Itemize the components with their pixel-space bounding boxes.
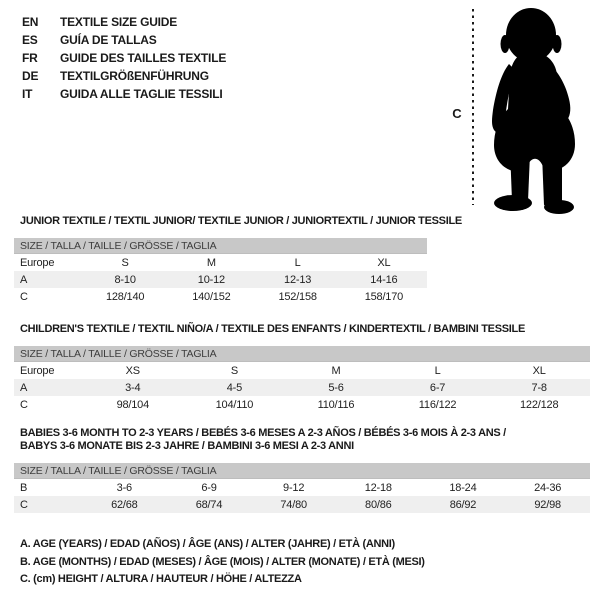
- table-row: [14, 379, 590, 396]
- size-value-cell: 86/92: [449, 498, 477, 511]
- size-value-cell: 6-9: [201, 481, 217, 494]
- size-value-cell: 152/158: [278, 290, 317, 303]
- row-label-cell: A: [20, 273, 28, 286]
- size-value-cell: XL: [532, 364, 546, 377]
- table-row: [14, 479, 590, 496]
- note-height-cm: C. (cm) HEIGHT / ALTURA / HAUTEUR / HÖHE / ALTEZZA: [20, 573, 302, 585]
- children-table-title: CHILDREN'S TEXTILE / TEXTIL NIÑO/A / TEXTILE DES ENFANTS / KINDERTEXTIL / BAMBINI TESSILE: [20, 323, 525, 335]
- language-code: ES: [22, 33, 38, 47]
- size-value-cell: 104/110: [215, 398, 254, 411]
- size-value-cell: 7-8: [531, 381, 547, 394]
- size-value-cell: S: [230, 364, 238, 377]
- size-value-cell: 140/152: [192, 290, 231, 303]
- size-value-cell: 158/170: [364, 290, 404, 303]
- note-age-months: B. AGE (MONTHS) / EDAD (MESES) / ÂGE (MOIS) / ALTER (MONATE) / ETÀ (MESI): [20, 555, 425, 568]
- baby-foot-right: [544, 200, 574, 214]
- junior-table-title: JUNIOR TEXTILE / TEXTIL JUNIOR/ TEXTILE JUNIOR / JUNIORTEXTIL / JUNIOR TESSILE: [20, 215, 462, 227]
- language-label: GUIDE DES TAILLES TEXTILE: [60, 51, 227, 65]
- size-value-cell: 6-7: [429, 381, 446, 394]
- language-code: IT: [22, 87, 33, 101]
- size-value-cell: L: [294, 256, 301, 269]
- size-value-cell: 12-13: [284, 273, 312, 286]
- size-value-cell: 4-5: [226, 381, 243, 394]
- height-measure-dashed-line: [472, 9, 474, 205]
- row-label-cell: C: [20, 398, 28, 411]
- size-value-cell: 8-10: [114, 273, 136, 286]
- note-age-years: A. AGE (YEARS) / EDAD (AÑOS) / ÂGE (ANS) / ALTER (JAHRE) / ETÀ (ANNI): [20, 538, 395, 550]
- size-value-cell: L: [434, 364, 441, 377]
- baby-leg-left: [510, 149, 530, 201]
- babies-textile-section: [14, 427, 590, 513]
- junior-textile-section: [14, 215, 462, 305]
- size-value-cell: 80/86: [365, 498, 392, 511]
- table-row: [14, 271, 427, 288]
- baby-ear-right: [553, 35, 562, 53]
- size-value-cell: 68/74: [195, 498, 223, 511]
- language-label: GUÍA DE TALLAS: [60, 33, 157, 47]
- language-row-en: [22, 13, 226, 31]
- size-value-cell: 110/116: [317, 398, 355, 411]
- size-value-cell: 5-6: [328, 381, 344, 394]
- language-code: EN: [22, 15, 39, 29]
- size-value-cell: M: [206, 256, 216, 269]
- table-row: [14, 396, 590, 413]
- size-value-cell: XS: [125, 364, 140, 377]
- size-value-cell: 62/68: [111, 498, 138, 511]
- row-label-cell: B: [20, 481, 28, 494]
- legend-notes: [20, 536, 425, 589]
- size-value-cell: 18-24: [449, 481, 477, 494]
- babies-size-header-bar: SIZE / TALLA / TAILLE / GRÖSSE / TAGLIA: [14, 463, 590, 479]
- size-value-cell: XL: [377, 256, 391, 269]
- size-value-cell: 98/104: [116, 398, 150, 411]
- language-label: TEXTILGRÖßENFÜHRUNG: [60, 69, 209, 83]
- junior-size-header-bar: SIZE / TALLA / TAILLE / GRÖSSE / TAGLIA: [14, 238, 427, 254]
- language-list: [22, 13, 226, 103]
- babies-table-title-line2: BABYS 3-6 MONATE BIS 2-3 JAHRE / BAMBINI 3-6 MESI A 2-3 ANNI: [20, 440, 354, 452]
- language-row-it: [22, 85, 226, 103]
- size-value-cell: 14-16: [370, 273, 398, 286]
- size-value-cell: 12-18: [364, 481, 392, 494]
- language-row-de: [22, 67, 226, 85]
- row-label-cell: Europe: [20, 364, 55, 377]
- size-value-cell: 9-12: [283, 481, 305, 494]
- size-value-cell: 92/98: [534, 498, 561, 511]
- children-size-header-bar: SIZE / TALLA / TAILLE / GRÖSSE / TAGLIA: [14, 346, 590, 362]
- language-row-fr: [22, 49, 226, 67]
- children-textile-section: [14, 323, 590, 413]
- row-label-cell: C: [20, 290, 28, 303]
- size-value-cell: 24-36: [534, 481, 562, 494]
- size-value-cell: M: [331, 364, 341, 377]
- size-value-cell: 74/80: [280, 498, 307, 511]
- size-value-cell: 122/128: [520, 398, 559, 411]
- row-label-cell: A: [20, 381, 28, 394]
- size-value-cell: 10-12: [197, 273, 225, 286]
- size-value-cell: 3-6: [116, 481, 132, 494]
- table-row: [14, 496, 590, 513]
- language-row-es: [22, 31, 226, 49]
- row-label-cell: Europe: [20, 256, 55, 269]
- size-value-cell: S: [121, 256, 129, 269]
- junior-size-table: [14, 254, 427, 305]
- table-row: [14, 288, 427, 305]
- baby-silhouette-image: [489, 4, 586, 214]
- babies-table-title-line1: BABIES 3-6 MONTH TO 2-3 YEARS / BEBÉS 3-6 MESES A 2-3 AÑOS / BÉBÉS 3-6 MOIS À 2-3 ANS /: [20, 427, 506, 439]
- baby-ear-left: [501, 35, 510, 53]
- table-row: [14, 362, 590, 379]
- size-value-cell: 3-4: [125, 381, 141, 394]
- language-code: DE: [22, 69, 39, 83]
- height-measure-label: C: [452, 106, 462, 121]
- baby-leg-right: [542, 149, 562, 205]
- babies-size-table: [14, 479, 590, 513]
- row-label-cell: C: [20, 498, 28, 511]
- table-row: [14, 254, 427, 271]
- size-value-cell: 116/122: [418, 398, 457, 411]
- language-code: FR: [22, 51, 38, 65]
- children-size-table: [14, 362, 590, 413]
- language-label: GUIDA ALLE TAGLIE TESSILI: [60, 87, 223, 101]
- size-value-cell: 128/140: [105, 290, 145, 303]
- language-label: TEXTILE SIZE GUIDE: [60, 15, 178, 29]
- baby-foot-left: [494, 195, 532, 211]
